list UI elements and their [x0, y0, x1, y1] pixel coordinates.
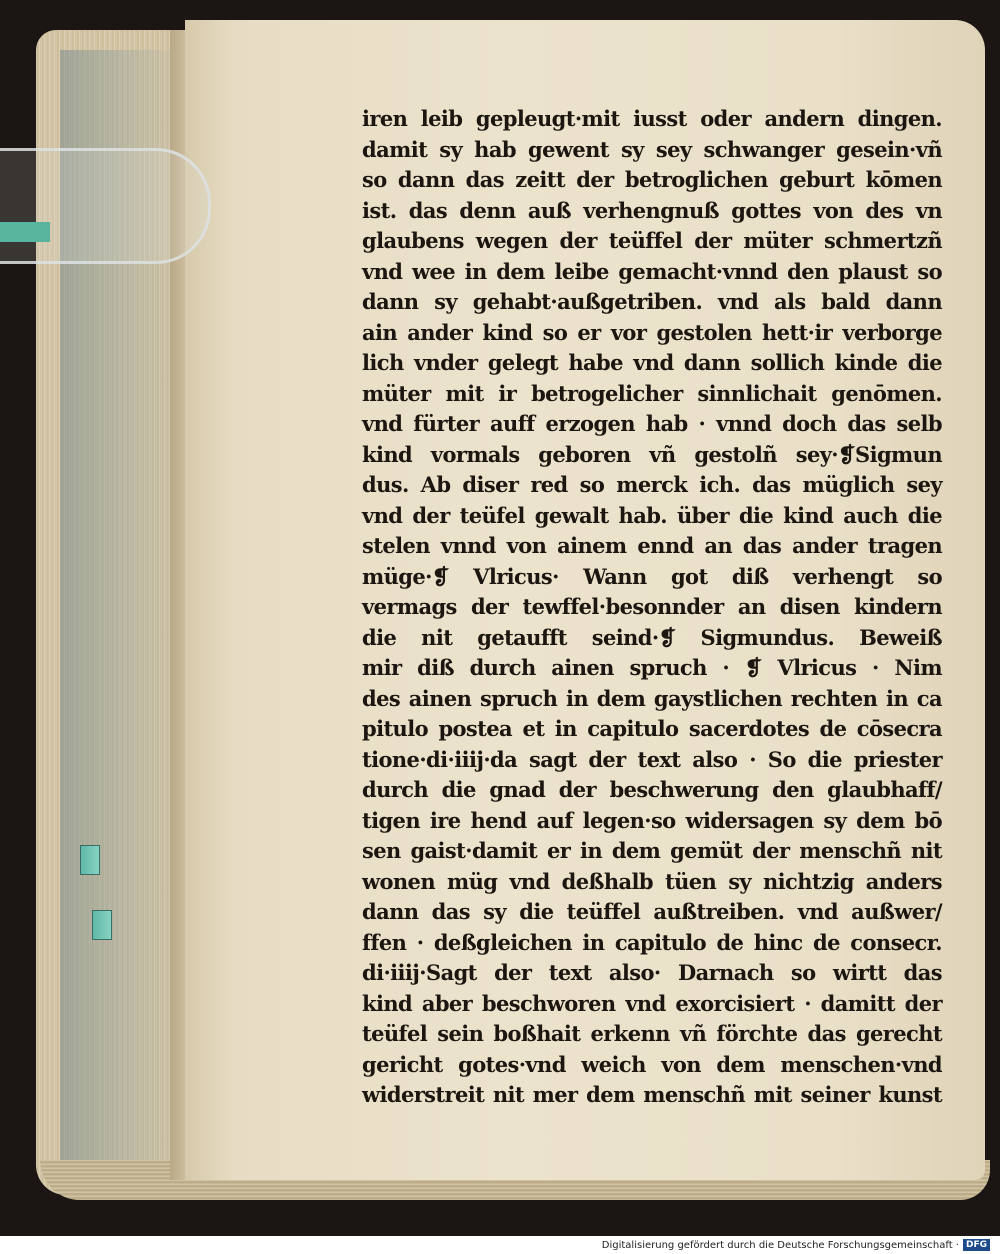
text-line: tione·di·iiij·da sagt der text also · So die priester: [362, 746, 942, 772]
text-line: glaubens wegen der teüffel der müter schmertzñ: [362, 228, 942, 253]
text-line: des ainen spruch in dem gaystlichen rechten in ca: [362, 685, 942, 711]
page-clip-marker: [0, 222, 50, 242]
text-line: vermags der tewffel·besonnder an disen kindern: [362, 594, 942, 619]
text-line: dann das sy die teüffel außtreiben. vnd außwer/: [362, 899, 942, 924]
text-line: müge·❡ Vlricus· Wann got diß verhengt so: [362, 563, 942, 589]
text-line: dann sy gehabt·außgetriben. vnd als bald dann: [362, 289, 942, 314]
text-line: dus. Ab diser red so merck ich. das müglich sey: [362, 472, 942, 497]
text-line: ffen · deßgleichen in capitulo de hinc de consecr.: [362, 929, 942, 955]
text-line: pitulo postea et in capitulo sacerdotes de cōsecra: [362, 716, 942, 741]
text-line: die nit getaufft seind·❡ Sigmundus. Beweiß: [362, 624, 942, 650]
page-clip: [0, 148, 211, 264]
text-line: sen gaist·damit er in dem gemüt der menschñ nit: [362, 838, 942, 863]
text-line: wonen müg vnd deßhalb tüen sy nichtzig anders: [362, 868, 942, 894]
text-line: vnd fürter auff erzogen hab · vnnd doch das selb: [362, 411, 942, 436]
text-line: ain ander kind so er vor gestolen hett·ir verborge: [362, 319, 942, 345]
footer-credit: Digitalisierung gefördert durch die Deutsche Forschungsgemeinschaft ·: [601, 1239, 959, 1251]
text-line: lich vnder gelegt habe vnd dann sollich kinde die: [362, 350, 942, 375]
text-line: damit sy hab gewent sy sey schwanger gesein·vñ: [362, 136, 942, 162]
text-line: mir diß durch ainen spruch · ❡ Vlricus · Nim: [362, 655, 942, 680]
text-line: stelen vnnd von ainem ennd an das ander tragen: [362, 533, 942, 558]
text-line: teüfel sein boßhait erkenn vñ förchte das gerecht: [362, 1021, 942, 1046]
text-line: vnd der teüfel gewalt hab. über die kind auch die: [362, 502, 942, 528]
text-line: di·iiij·Sagt der text also· Darnach so wirtt das: [362, 960, 942, 985]
text-line: kind vormals geboren vñ gestolñ sey·❡Sigmun: [362, 441, 942, 467]
page-text: [362, 104, 942, 1111]
text-line: tigen ire hend auf legen·so widersagen sy dem bō: [362, 807, 942, 833]
footer: [602, 1238, 990, 1252]
text-line: widerstreit nit mer dem menschñ mit seiner kunst: [362, 1082, 942, 1107]
text-line: kind aber beschworen vnd exorcisiert · damitt der: [362, 990, 942, 1016]
bookmark-tab: [92, 910, 112, 940]
dfg-logo: DFG: [963, 1239, 990, 1251]
text-line: durch die gnad der beschwerung den glaubhaff/: [362, 777, 942, 802]
text-line: gericht gotes·vnd weich von dem menschen·vnd: [362, 1051, 942, 1077]
text-line: ist. das denn auß verhengnuß gottes von des vn: [362, 197, 942, 223]
text-line: müter mit ir betrogelicher sinnlichait genōmen.: [362, 380, 942, 406]
text-line: so dann das zeitt der betroglichen geburt kōmen: [362, 167, 942, 192]
text-line: vnd wee in dem leibe gemacht·vnnd den plaust so: [362, 258, 942, 284]
text-line: iren leib gepleugt·mit iusst oder andern dingen.: [362, 106, 942, 131]
bookmark-tab: [80, 845, 100, 875]
